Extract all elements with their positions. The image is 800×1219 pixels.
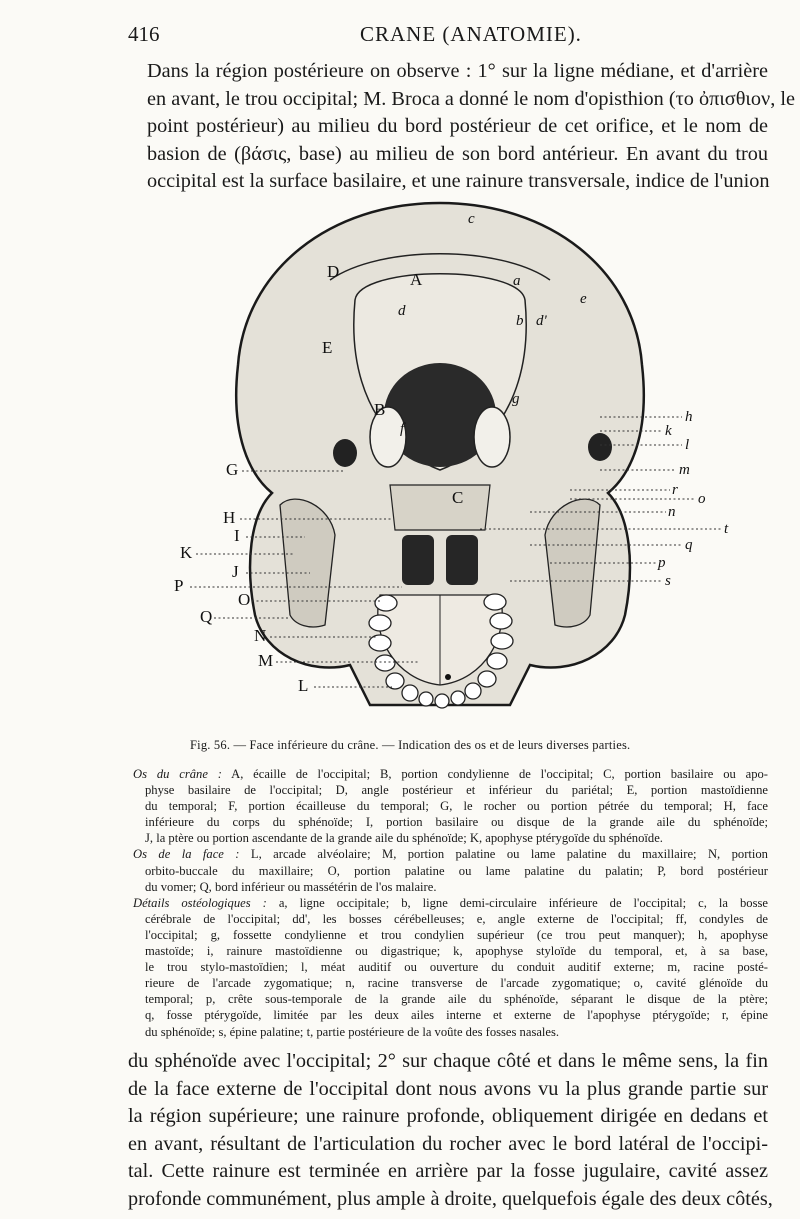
legend-heading: Détails ostéologiques :: [133, 895, 267, 910]
figure-caption: Fig. 56. — Face inférieure du crâne. — Indication des os et de leurs diverses parties.: [190, 738, 631, 752]
figure-label: a: [513, 273, 521, 289]
figure-label: A: [410, 270, 423, 289]
figure-label: D: [327, 262, 340, 281]
legend-line: orbito-buccale du maxillaire; O, portion palatine ou lame palatine du palatin; P, bord postérieur: [145, 863, 768, 878]
intro-line: en avant, le trou occipital; M. Broca a donné le nom d'opisthion (το ὀπισθιον, le: [147, 87, 795, 110]
figure-label: c: [468, 211, 475, 227]
legend-line: du sphénoïde; s, épine palatine; t, partie postérieure de la voûte des fosses nasales.: [145, 1024, 560, 1039]
legend-heading: Os de la face :: [133, 847, 240, 862]
legend-heading: Os du crâne :: [133, 767, 222, 781]
figure-label: l: [685, 437, 690, 453]
choana-left: [402, 535, 434, 585]
figure-label: e: [580, 291, 587, 307]
legend-details: [133, 895, 768, 1040]
jugular-right: [588, 433, 612, 461]
figure-label: k: [665, 423, 672, 439]
figure-label: O: [238, 590, 251, 609]
figure-label: q: [685, 537, 693, 553]
legend-line: le trou stylo-mastoïdien; l, méat auditif ou ouverture du conduit auditif externe; m, racine posté-: [145, 960, 768, 975]
intro-line: occipital est la surface basilaire, et une rainure transversale, indice de l'union: [147, 170, 770, 193]
figure-label: L: [298, 676, 309, 695]
figure-label: E: [322, 338, 333, 357]
figure-label: n: [668, 504, 676, 520]
legend-line: du vomer; Q, bord inférieur ou massétérin de l'os malaire.: [145, 879, 437, 894]
body-line: du sphénoïde avec l'occipital; 2° sur chaque côté et dans le même sens, la fin: [128, 1050, 768, 1072]
figure-label: b: [516, 313, 524, 329]
figure-label: r: [672, 482, 678, 498]
incisive-foramen: [445, 674, 451, 680]
figure-label: C: [452, 488, 464, 507]
running-title: CRANE (ANATOMIE).: [360, 22, 582, 46]
figure-label: d': [536, 313, 547, 329]
legend-line: physe basilaire de l'occipital; D, angle postérieur et inférieur du pariétal; E, portion mastoïdienne: [145, 783, 768, 798]
legend-line: q, fosse ptérygoïde, limitée par les deux ailes interne et externe de l'apophyse ptérygoïde; r, épine: [145, 1008, 768, 1023]
figure-label: m: [679, 462, 690, 478]
body-line: de la face externe de l'occipital dont nous avons vu la plus grande partie sur: [128, 1077, 768, 1100]
page-header: [128, 22, 768, 52]
choana-right: [446, 535, 478, 585]
body-line: la région supérieure; une rainure profonde, obliquement dirigée en dedans et: [128, 1105, 768, 1128]
figure-label: g: [512, 391, 520, 407]
figure-label: G: [226, 460, 239, 479]
legend-os-face: [133, 846, 768, 894]
intro-line: basion de (βάσις, base) au milieu de son bord antérieur. En avant du trou: [147, 142, 768, 165]
legend-line: A, écaille de l'occipital; B, portion condylienne de l'occipital; C, portion basilaire ou apo-: [231, 767, 768, 781]
figure-label: Q: [200, 607, 213, 626]
figure-label: B: [374, 400, 386, 419]
jugular-left: [333, 439, 357, 467]
basilar-process: [390, 485, 490, 530]
figure-label: t: [724, 521, 729, 537]
intro-line: point postérieur) au milieu du bord postérieur de cet orifice, et le nom de: [147, 115, 768, 138]
body-line: profonde communément, plus ample à droite, quelquefois égale des deux côtés,: [128, 1187, 773, 1210]
figure-label: s: [665, 573, 671, 589]
legend-line: inférieure du corps du sphénoïde; I, portion basilaire ou disque de la grande aile du sphénoïde;: [145, 815, 768, 830]
legend-line: J, la ptère ou portion ascendante de la grande aile du sphénoïde; K, apophyse ptérygoïde du sphénoïde.: [145, 831, 663, 846]
figure-label: J: [232, 562, 239, 581]
legend-line: temporal; p, crête sous-temporale de la grande aile du sphénoïde, séparant le disque de la ptère;: [145, 992, 768, 1007]
legend-line: du temporal; F, portion écailleuse du temporal; G, le rocher ou portion pétrée du temporal; H, face: [145, 799, 768, 814]
figure-label: P: [174, 576, 184, 595]
legend-line: rieure de l'arcade zygomatique; n, racine transverse de l'arcade zygomatique; o, cavité glénoïde du: [145, 976, 768, 991]
figure-label: p: [658, 555, 666, 571]
figure-label: N: [254, 626, 267, 645]
skull-inferior-view-illustration: [130, 185, 750, 710]
figure-label: M: [258, 651, 274, 670]
figure-label: I: [234, 526, 240, 545]
legend-line: a, ligne occipitale; b, ligne demi-circulaire inférieure de l'occipital; c, la bosse: [278, 895, 768, 910]
legend-os-crane: [133, 766, 768, 846]
page-number: 416: [128, 22, 160, 46]
body-line: tal. Cette rainure est terminée en arrière par la fosse jugulaire, cavité assez: [128, 1160, 768, 1183]
figure-label: h: [685, 409, 693, 425]
legend-line: l'occipital; g, fossette condylienne et trou condylien supérieur (ce trou peut manquer); h, apophyse: [145, 927, 768, 942]
intro-line: Dans la région postérieure on observe : 1° sur la ligne médiane, et d'arrière: [147, 60, 768, 82]
intro-paragraph: [128, 58, 795, 196]
figure-legend: [133, 766, 768, 1040]
continuation-paragraph: [128, 1048, 773, 1214]
legend-line: L, arcade alvéolaire; M, portion palatine ou lame palatine du maxillaire; N, portion: [250, 847, 768, 862]
body-line: en avant, résultant de l'articulation du rocher avec le bord latéral de l'occipi-: [128, 1132, 768, 1155]
figure-label: d: [398, 303, 406, 319]
figure-label: f: [400, 421, 405, 437]
figure-label: K: [180, 543, 193, 562]
figure-label: o: [698, 491, 706, 507]
skull-figure: [130, 185, 750, 710]
condyle-right: [474, 407, 510, 467]
legend-line: mastoïde; i, rainure mastoïdienne ou digastrique; k, apophyse styloïde du temporal, et, à sa base,: [145, 944, 768, 959]
figure-label: H: [223, 508, 236, 527]
legend-line: cérébrale de l'occipital; dd', les bosses cérébelleuses; e, angle externe de l'occipital; ff, condyles de: [145, 911, 768, 926]
